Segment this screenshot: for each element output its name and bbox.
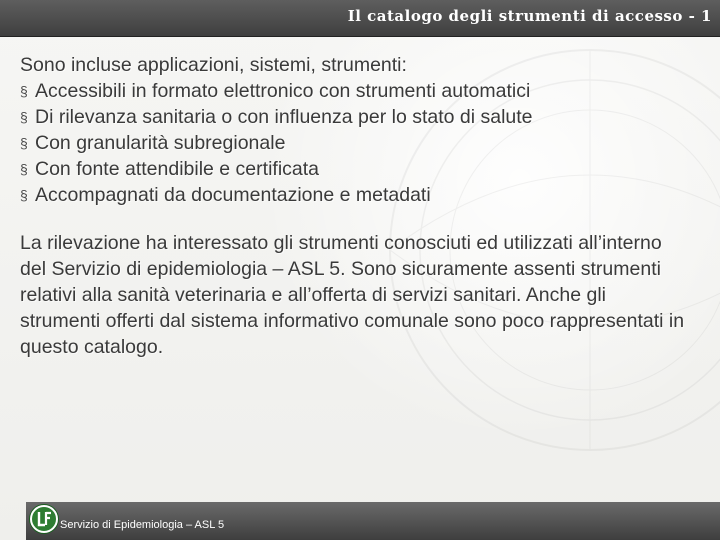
bullet-label: Con granularità subregionale — [35, 132, 286, 154]
bullet-item — [20, 78, 700, 104]
slide-content — [20, 52, 700, 360]
body-paragraph: La rilevazione ha interessato gli strumenti conosciuti ed utilizzati all’interno del Servizio di epidemiologia – ASL 5. Sono sicuramente assenti strumenti relativi alla sanità veterinaria e all’offerta di servizi sanitari. Anche gli strumenti offerti dal sistema informativo comunale sono poco rappresentati in questo catalogo. — [20, 232, 685, 358]
footer-text: Servizio di Epidemiologia – ASL 5 — [60, 519, 225, 531]
bullet-item — [20, 130, 700, 156]
bullet-list — [20, 78, 700, 208]
bullet-item — [20, 182, 700, 208]
bullet-label: Accompagnati da documentazione e metadati — [35, 184, 431, 206]
section-sign-bullet-icon: § — [20, 135, 28, 151]
asl-logo-icon — [30, 505, 58, 533]
slide-title: Il catalogo degli strumenti di accesso - 1 — [347, 7, 712, 25]
section-sign-bullet-icon: § — [20, 109, 28, 125]
bullet-item — [20, 156, 700, 182]
section-sign-bullet-icon: § — [20, 83, 28, 99]
section-sign-bullet-icon: § — [20, 161, 28, 177]
intro-text: Sono incluse applicazioni, sistemi, strumenti: — [20, 54, 407, 76]
bullet-label: Con fonte attendibile e certificata — [35, 158, 320, 180]
bullet-item — [20, 104, 700, 130]
bullet-label: Di rilevanza sanitaria o con influenza per lo stato di salute — [35, 106, 533, 128]
section-sign-bullet-icon: § — [20, 187, 28, 203]
bullet-label: Accessibili in formato elettronico con strumenti automatici — [35, 80, 531, 102]
title-bar — [0, 0, 720, 37]
